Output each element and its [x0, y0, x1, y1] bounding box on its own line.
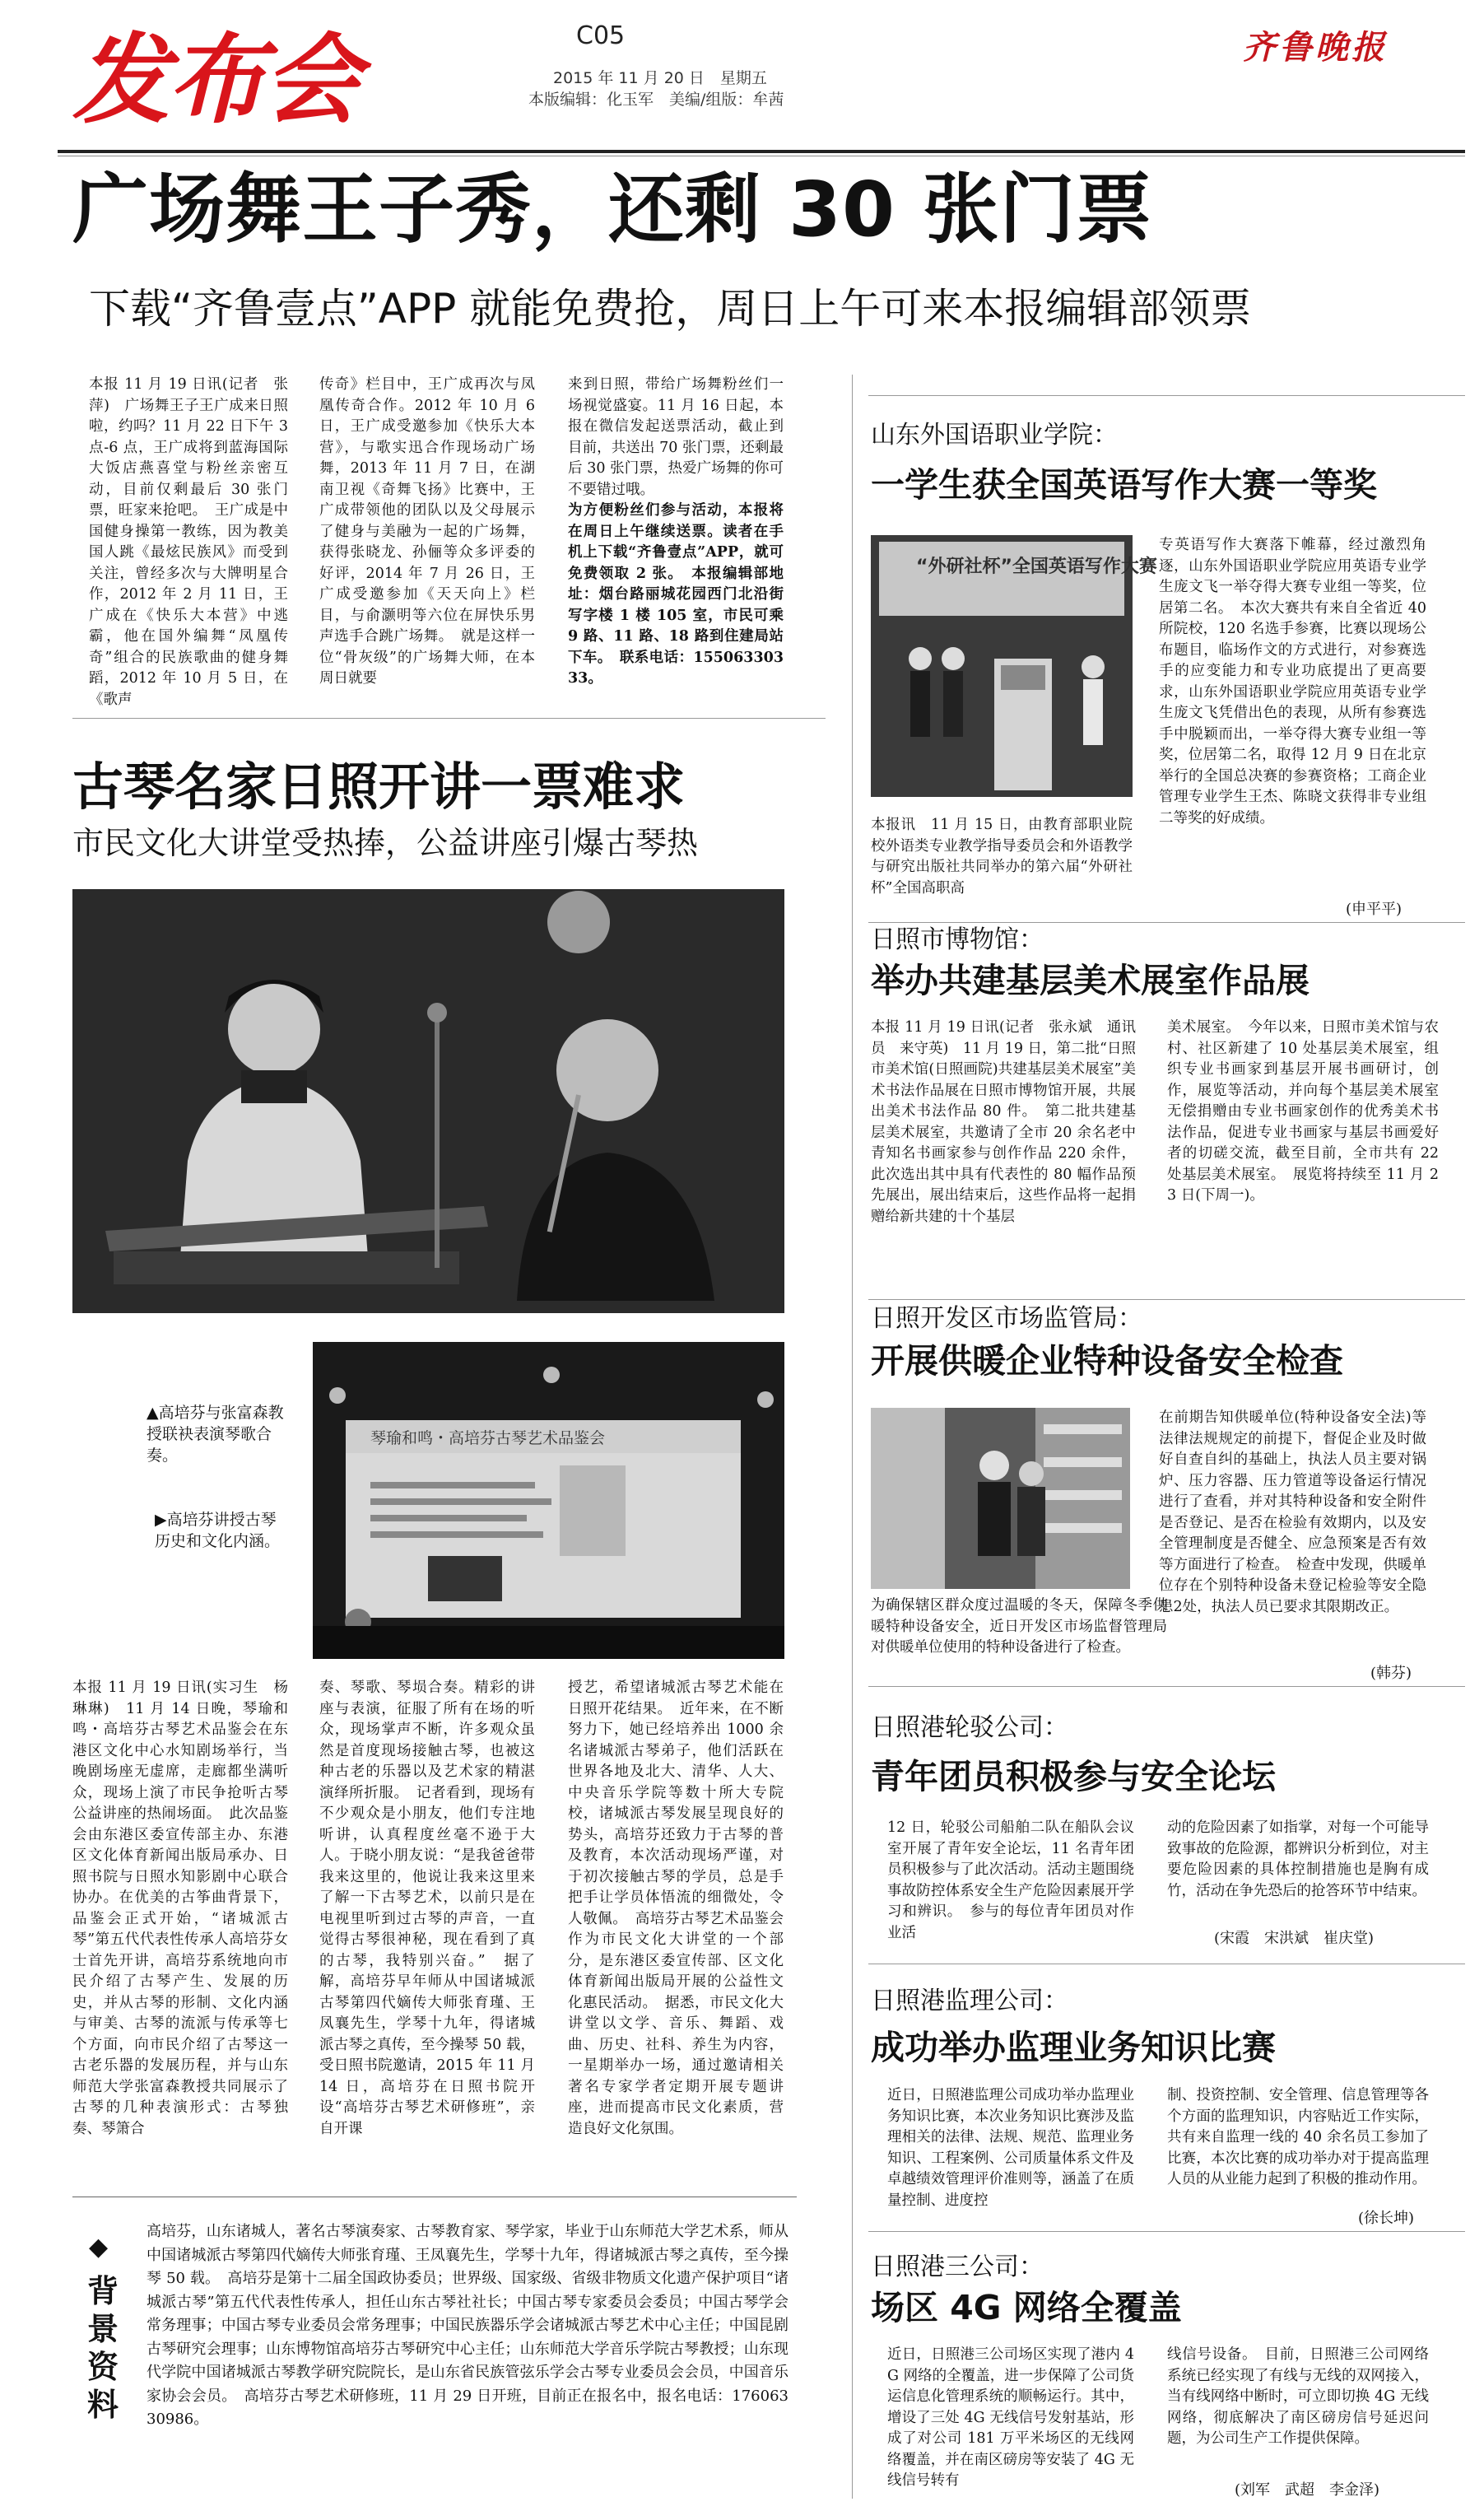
- lead-col-1: 本报 11 月 19 日讯(记者 张萍) 广场舞王子王广成来日照啦，约吗？11 月 22 日下午 3 点-6 点，王广成将到蓝海国际大饭店燕喜堂与粉丝亲密互动，目前仅剩最后 30 张门票，旺家来抢吧。 王广成是中国健身操第一教练，因为教美国人跳《最炫民族风》而受到关注，曾经多次与大牌明星合作，2012 年 2 月 11 日，王广成在《快乐大本营》中逃霸，他在国外编舞“凤凰传奇”组合的民族歌曲的健身舞蹈，2012 年 10 月 5 日，在《歌声: [89, 376, 288, 708]
- guqin-col-1: 本报 11 月 19 日讯(实习生 杨琳琳) 11 月 14 日晚，琴瑜和鸣・高培芬古琴艺术品鉴会在东港区文化中心水知剧场举行，当晚剧场座无虚席，走廊都坐满听众，现场上演了市民争抢听古琴公益讲座的热闹场面。 此次品鉴会由东港区委宣传部主办、东港区文化体育新闻出版局承办、日照书院与日照水知影剧中心联合协办。在优美的古筝曲背景下，品鉴会正式开始，“诸城派古琴”第五代代表性传承人高培芬女士首先开讲，高培芬系统地向市民介绍了古琴产生、发展的历史，并从古琴的形制、文化内涵与审美、古琴的流派与传承等七个方面，向市民介绍了古琴这一古老乐器的发展历程，并与山东师范大学张富森教授共同展示了古琴的几种表演形式：古琴独奏、琴箫合: [72, 1679, 288, 2137]
- diamond-icon: ◆: [89, 2233, 109, 2262]
- performance-photo-illustration: [72, 889, 784, 1313]
- item-5-divider: [868, 2231, 1465, 2232]
- item-6-kicker: 日照港三公司：: [871, 2252, 1044, 2281]
- banner-text: “外研社杯”全国英语写作大赛: [916, 557, 1157, 577]
- item-5-kicker: 日照港监理公司：: [871, 1987, 1068, 2015]
- lead-divider: [72, 718, 826, 719]
- lecture-photo-illustration: [313, 1342, 784, 1659]
- item-1-kicker: 山东外国语职业学院：: [871, 421, 1118, 450]
- item-4-text-right: 动的危险因素了如指掌，对每一个可能导致事故的危险源，都辨识分析到位，对主要危险因素的具体控制措施也是胸有成竹，活动在争先恐后的抢答环节中结束。: [1167, 1819, 1429, 1899]
- section-title: 发布会: [72, 23, 360, 137]
- item-5-author: (徐长坤): [1358, 2210, 1415, 2227]
- lead-col-3-bold: 为方便粉丝们参与活动，本报将在周日上午继续送票。读者在手机上下载“齐鲁壹点”APP，就可免费领取 2 张。 本报编辑部地址：烟台路丽城花园西门北沿街写字楼 1 楼 105 室，市民可乘 9 路、11 路、18 路到住建局站下车。 联系电话：15506330333。: [568, 502, 784, 687]
- lead-col-3: [568, 375, 784, 701]
- item-3-photo: [871, 1408, 1130, 1589]
- item-3-kicker: 日照开发区市场监管局：: [871, 1304, 1142, 1333]
- item-2-kicker: 日照市博物馆：: [871, 925, 1044, 954]
- item-6-author: (刘军 武超 李金泽): [1235, 2481, 1380, 2499]
- photo-caption-2: ▶高培芬讲授古琴历史和文化内涵。: [155, 1511, 281, 1550]
- item-2-title: 举办共建基层美术展室作品展: [871, 961, 1310, 1000]
- guqin-headline: 古琴名家日照开讲一票难求: [72, 757, 686, 817]
- item-6-title: 场区 4G 网络全覆盖: [871, 2288, 1182, 2327]
- item-5-text-left: 近日，日照港监理公司成功举办监理业务知识比赛，本次业务知识比赛涉及监理相关的法律、法规、规范、监理业务知识、工程案例、公司质量体系文件及卓越绩效管理评价准则等，涵盖了在质量控制、进度控: [887, 2087, 1134, 2209]
- column-divider: [852, 375, 853, 2499]
- item-1-text-left: 本报讯 11 月 15 日，由教育部职业院校外语类专业教学指导委员会和外语教学与研究出版社共同举办的第六届“外研社杯”全国高职高: [871, 817, 1133, 897]
- inspection-photo-illustration: [871, 1408, 1130, 1589]
- item-2-text-left: 本报 11 月 19 日讯(记者 张永斌 通讯员 来守英) 11 月 19 日，第二批“日照市美术馆(日照画院)共建基层美术展室”美术书法作品展在日照市博物馆开展，共展出美术书法作品 80 件。 第二批共建基层美术展室，共邀请了全市 20 余名老中青知名书画家参与创作作品 220 余件，此次选出其中具有代表性的 80 幅作品预先展出，展出结束后，这些作品将一起捐赠给新共建的十个基层: [871, 1019, 1136, 1225]
- lead-subheadline: 下载“齐鲁壹点”APP 就能免费抢，周日上午可来本报编辑部领票: [89, 285, 1252, 333]
- item-3-author: (韩芬): [1370, 1665, 1412, 1682]
- background-label: 背景资料: [86, 2273, 119, 2423]
- guqin-col-3: 授艺，希望诸城派古琴艺术能在日照开花结果。 近年来，在不断努力下，她已经培养出 1000 余名诸城派古琴弟子，他们活跃在世界各地及北大、清华、人大、中央音乐学院等数十所大专院校，诸城派古琴发展呈现良好的势头，高培芬还致力于古琴的普及教育，本次活动现场严谨，对于初次接触古琴的学员，总是手把手让学员体悟流的细微处，令人敬佩。 高培芬古琴艺术品鉴会作为市民文化大讲堂的一个部分，是东港区委宣传部、区文化体育新闻出版局开展的公益性文化惠民活动。 据悉，市民文化大讲堂以文学、音乐、舞蹈、戏曲、历史、社科、养生为内容，一星期举办一场，通过邀请相关著名专家学者定期开展专题讲座，进而提高市民文化素质，营造良好文化氛围。: [568, 1679, 784, 2137]
- lead-headline: 广场舞王子秀，还剩 30 张门票: [72, 165, 1153, 254]
- item-6-text-left: 近日，日照港三公司场区实现了港内 4G 网络的全覆盖，进一步保障了公司货运信息化管理系统的顺畅运行。其中，增设了三处 4G 无线信号发射基站，形成了对公司 181 万平米场区的无线网络覆盖，并在南区磅房等安装了 4G 无线信号转有: [887, 2346, 1134, 2489]
- item-1-text-right: 专英语写作大赛落下帷幕，经过激烈角逐，山东外国语职业学院应用英语专业学生庞文飞一举夺得大赛专业组一等奖，位居第二名。 本次大赛共有来自全省近 40 所院校，120 名选手参赛，比赛以现场公布题目，临场作文的方式进行，对参赛选手的应变能力和专业功底提出了更高要求，山东外国语职业学院应用英语专业学生庞文飞凭借出色的表现，从所有参赛选手中脱颖而出，一举夺得大赛专业组一等奖，位居第二名，取得 12 月 9 日在北京举行的全国总决赛的参赛资格；工商企业管理专业学生王杰、陈晓文获得非专业组二等奖的好成绩。: [1159, 537, 1426, 827]
- item-3-text-right: 在前期告知供暖单位(特种设备安全法)等法律法规规定的前提下，督促企业及时做好自查自纠的基础上，执法人员主要对锅炉、压力容器、压力管道等设备运行情况进行了查看，并对其特种设备和安全附件是否登记、是否在检验有效期内，以及安全管理制度是否健全、应急预案是否有效等方面进行了检查。 检查中发现，供暖单位存在个别特种设备未登记检验等安全隐患2处，执法人员已要求其限期改正。: [1159, 1409, 1426, 1615]
- item-3-text-left: 为确保辖区群众度过温暖的冬天，保障冬季供暖特种设备安全，近日开发区市场监督管理局对供暖单位使用的特种设备进行了检查。: [871, 1597, 1167, 1656]
- masthead-rule: [58, 150, 1465, 153]
- item-1-photo: [871, 535, 1157, 797]
- right-top-divider: [868, 395, 1465, 396]
- item-4-title: 青年团员积极参与安全论坛: [871, 1757, 1276, 1796]
- award-photo-illustration: [871, 535, 1157, 797]
- item-1-title: 一学生获全国英语写作大赛一等奖: [871, 465, 1377, 505]
- photo-caption-1: ▲高培芬与张富森教授联袂表演琴歌合奏。: [147, 1404, 284, 1465]
- item-5-text-right: 制、投资控制、安全管理、信息管理等各个方面的监理知识，内容贴近工作实际，共有来自监理一线的 40 余名员工参加了比赛，本次比赛的成功举办对于提高监理人员的从业能力起到了积极的推动作用。: [1167, 2087, 1429, 2187]
- guqin-lecture-photo: [313, 1342, 784, 1659]
- guqin-subheadline: 市民文化大讲堂受热捧，公益讲座引爆古琴热: [72, 825, 699, 861]
- item-6-text-right: 线信号设备。 目前，日照港三公司网络系统已经实现了有线与无线的双网接入，当有线网络中断时，可立即切换 4G 无线网络，彻底解决了南区磅房信号延迟问题，为公司生产工作提供保障。: [1167, 2346, 1429, 2447]
- slide-title: 琴瑜和鸣・高培芬古琴艺术品鉴会: [370, 1429, 606, 1447]
- page-number: C05: [576, 21, 626, 50]
- guqin-performance-photo: [72, 889, 784, 1313]
- guqin-col-2: 奏、琴歌、琴埙合奏。精彩的讲座与表演，征服了所有在场的听众，现场掌声不断，许多观众虽然是首度现场接触古琴，也被这种古老的乐器以及艺术家的精湛演绎所折服。 记者看到，现场有不少观众是小朋友，他们专注地听讲，认真程度丝毫不逊于大人。于晓小朋友说：“是我爸爸带我来这里的，他说让我来这里来了解一下古琴艺术，以前只是在电视里听到过古琴的声音，一直觉得古琴很神秘，现在看到了真的古琴，我特别兴奋。” 据了解，高培芬早年师从中国诸城派古琴第四代嫡传大师张育瑾、王凤襄先生，学琴十九年，得诸城派古琴之真传，至今操琴 50 载，受日照书院邀请，2015 年 11 月 14 日，高培芬在日照书院开设“高培芬古琴艺术研修班”，亲自开课: [319, 1679, 535, 2137]
- item-1-author: (申平平): [1346, 901, 1403, 918]
- item-5-title: 成功举办监理业务知识比赛: [871, 2028, 1276, 2067]
- item-2-text-right: 美术展室。 今年以来，日照市美术馆与农村、社区新建了 10 处基层美术展室，组织专业书画家到基层开展书画研讨，创作，展览等活动，并向每个基层美术展室无偿捐赠由专业书画家创作的优秀美术书法作品，促进专业书画家与基层书画爱好者的切磋交流，截至目前，全市共有 22 处基层美术展室。 展览将持续至 11 月 23 日(下周一)。: [1167, 1019, 1439, 1204]
- editors-line: 本版编辑：化玉军 美编/组版：牟茜: [528, 91, 784, 109]
- lead-col-3-plain: 来到日照，带给广场舞粉丝们一场视觉盛宴。11 月 16 日起，本报在微信发起送票活动，截止到目前，共送出 70 张门票，还剩最后 30 张门票，热爱广场舞的你可不要错过哦。: [568, 376, 784, 498]
- item-3-divider: [868, 1686, 1465, 1687]
- item-4-author: (宋霞 宋洪斌 崔庆堂): [1214, 1930, 1375, 1947]
- newspaper-logo: 齐鲁晚报: [1243, 28, 1388, 67]
- item-2-divider: [868, 1299, 1465, 1300]
- background-text: 高培芬，山东诸城人，著名古琴演奏家、古琴教育家、琴学家，毕业于山东师范大学艺术系，师从中国诸城派古琴第四代嫡传大师张育瑾、王凤襄先生，学琴十九年，得诸城派古琴之真传，至今操琴 50 载。 高培芬是第十二届全国政协委员；世界级、国家级、省级非物质文化遗产保护项目“诸城派古琴”第五代代表性传承人，担任山东古琴社社长；中国古琴专家委员会委员；中国古琴学会常务理事；中国古琴专业委员会常务理事；中国民族器乐学会诸城派古琴艺术中心主任；中国昆剧古琴研究会理事；山东博物馆高培芬古琴研究中心主任；山东师范大学音乐学院古琴教授；山东现代学院中国诸城派古琴教学研究院院长，是山东省民族管弦乐学会古琴专业委员会会员，中国音乐家协会会员。 高培芬古琴艺术研修班，11 月 29 日开班，目前正在报名中，报名电话：17606330986。: [147, 2223, 789, 2428]
- lead-col-2: 传奇》栏目中，王广成再次与凤凰传奇合作。2012 年 10 月 6 日，王广成受邀参加《快乐大本营》，与歌实迅合作现场动广场舞，2013 年 11 月 7 日，在湖南卫视《奇舞飞扬》比赛中，王广成带领他的团队以及父母展示了健身与美融为一起的广场舞，获得张晓龙、孙俪等众多评委的好评，2014 年 7 月 26 日，王广成受邀参加《天天向上》栏目，与俞灏明等六位在屏快乐男声选手合跳广场舞。 就是这样一位“骨灰级”的广场舞大师，在本周日就要: [319, 376, 535, 687]
- item-4-text-left: 12 日，轮驳公司船舶二队在船队会议室开展了青年安全论坛，11 名青年团员积极参与了此次活动。活动主题围绕事故防控体系安全生产危险因素展开学习和辨识。 参与的每位青年团员对作业活: [887, 1819, 1134, 1941]
- item-4-kicker: 日照港轮驳公司：: [871, 1713, 1068, 1742]
- item-1-divider: [868, 922, 1465, 923]
- date-line: 2015 年 11 月 20 日 星期五: [553, 69, 767, 87]
- item-3-title: 开展供暖企业特种设备安全检查: [871, 1341, 1343, 1381]
